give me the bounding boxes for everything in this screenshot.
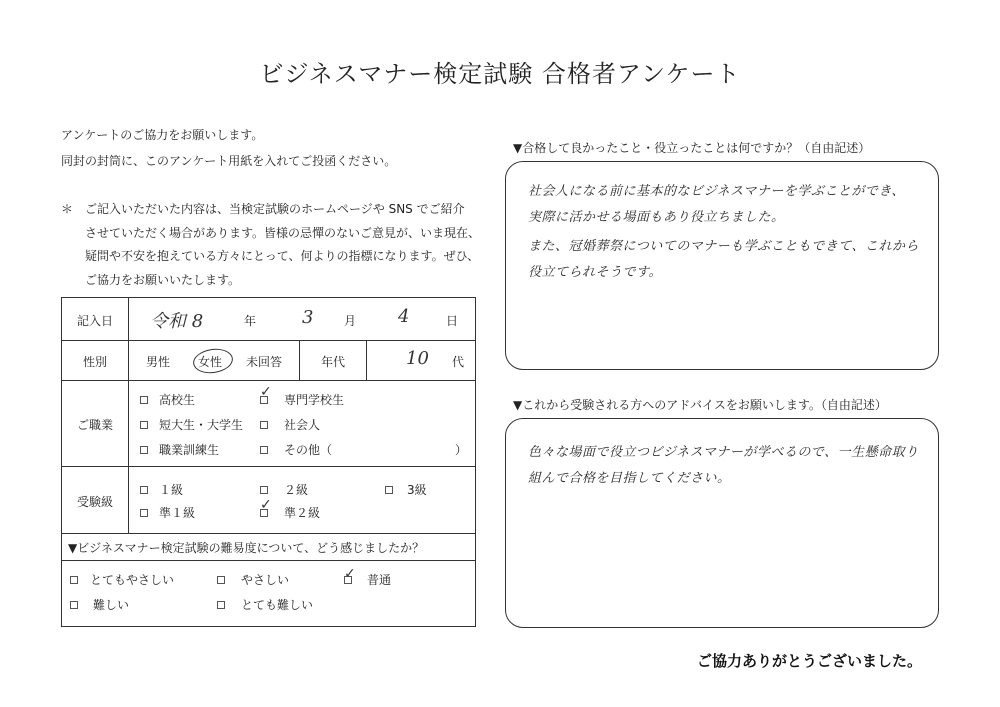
checkbox-grade-1[interactable]: [140, 486, 148, 494]
age-unit: 代: [452, 355, 465, 369]
q2-question: ▼これから受験される方へのアドバイスをお願いします。（自由記述）: [513, 398, 887, 412]
difficulty-option: 難しい: [93, 598, 130, 612]
q1-answer-line: 社会人になる前に基本的なビジネスマナーを学ぶことができ、: [528, 184, 905, 199]
occupation-option: 職業訓練生: [159, 443, 220, 457]
q2-answer-line: 色々な場面で役立つビジネスマナーが学べるので、一生懸命取り: [528, 445, 919, 460]
difficulty-option: とてもやさしい: [90, 573, 175, 587]
age-value[interactable]: 10: [406, 348, 429, 369]
survey-form-table: [61, 297, 476, 627]
divider: [62, 560, 475, 561]
checkbox-very-easy[interactable]: [70, 576, 78, 584]
grade-label: 受験級: [76, 495, 113, 509]
divider: [62, 466, 475, 467]
other-close-paren: ）: [455, 443, 468, 457]
q1-answer-line: 役立てられそうです。: [528, 265, 662, 280]
q2-answer-box[interactable]: [505, 418, 939, 628]
year-unit: 年: [244, 314, 257, 328]
check-mark-icon: ✓: [260, 384, 272, 400]
occupation-option: 高校生: [159, 393, 196, 407]
gender-label: 性別: [82, 355, 107, 369]
selection-circle-mark: [192, 346, 235, 375]
occupation-option-other: その他（: [284, 443, 333, 457]
grade-option: 準２級: [284, 506, 321, 520]
q2-answer-line: 組んで合格を目指してください。: [528, 471, 731, 486]
divider: [62, 533, 475, 534]
note-line: ご協力をお願いいたします。: [85, 272, 241, 287]
date-label: 記入日: [76, 314, 113, 328]
checkbox-difficult[interactable]: [70, 601, 78, 609]
occupation-option: 専門学校生: [284, 393, 345, 407]
check-mark-icon: ✓: [344, 566, 356, 582]
date-month-value[interactable]: 3: [302, 307, 314, 328]
difficulty-option: 普通: [367, 573, 392, 587]
divider: [128, 298, 129, 533]
checkbox-other[interactable]: [260, 446, 268, 454]
difficulty-option: やさしい: [241, 573, 290, 587]
occupation-option: 社会人: [284, 418, 321, 432]
checkbox-college[interactable]: [140, 421, 148, 429]
asterisk-marker: ＊: [61, 202, 74, 216]
thank-you-message: ご協力ありがとうございました。: [696, 652, 922, 670]
divider: [62, 380, 475, 381]
checkbox-high-school[interactable]: [140, 396, 148, 404]
check-mark-icon: ✓: [260, 497, 272, 513]
age-label: 年代: [321, 355, 346, 369]
grade-option: ２級: [284, 483, 309, 497]
checkbox-very-difficult[interactable]: [217, 601, 225, 609]
divider: [62, 340, 475, 341]
note-line: させていただく場合があります。皆様の忌憚のないご意見が、いま現在、: [85, 225, 481, 240]
note-line: 疑問や不安を抱えている方々にとって、何よりの指標になります。ぜひ、: [85, 249, 480, 263]
occupation-label: ご職業: [76, 418, 113, 432]
day-unit: 日: [446, 314, 459, 328]
divider: [366, 340, 367, 380]
note-line: ご記入いただいた内容は、当検定試験のホームページや SNS でご紹介: [85, 202, 465, 216]
q1-answer-line: 実際に活かせる場面もあり役立ちました。: [528, 210, 785, 225]
intro-line-1: アンケートのご協力をお願いします。: [61, 128, 264, 142]
grade-option: 準１級: [159, 506, 196, 520]
gender-option-male[interactable]: 男性: [146, 355, 171, 369]
difficulty-question: ▼ビジネスマナー検定試験の難易度について、どう感じましたか？: [68, 541, 425, 555]
difficulty-option: とても難しい: [241, 598, 314, 612]
page-title: ビジネスマナー検定試験 合格者アンケート: [259, 60, 741, 88]
q1-question: ▼合格して良かったこと・役立ったことは何ですか？（自由記述）: [513, 141, 871, 155]
q1-answer-box[interactable]: [505, 161, 939, 370]
checkbox-grade-3[interactable]: [385, 486, 393, 494]
checkbox-grade-pre-1[interactable]: [140, 509, 148, 517]
grade-option: １級: [159, 483, 184, 497]
date-era-year-value[interactable]: 令和 8: [150, 311, 204, 332]
divider: [299, 340, 300, 380]
checkbox-vocational-trainee[interactable]: [140, 446, 148, 454]
occupation-option: 短大生・大学生: [159, 418, 244, 432]
intro-line-2: 同封の封筒に、このアンケート用紙を入れてご投函ください。: [61, 154, 397, 168]
q1-answer-line: また、冠婚葬祭についてのマナーも学ぶこともできて、これから: [528, 239, 919, 254]
checkbox-working-adult[interactable]: [260, 421, 268, 429]
checkbox-grade-2[interactable]: [260, 486, 268, 494]
month-unit: 月: [344, 314, 357, 328]
date-day-value[interactable]: 4: [398, 306, 410, 327]
gender-option-no-answer[interactable]: 未回答: [246, 355, 283, 369]
checkbox-easy[interactable]: [217, 576, 225, 584]
gender-option-female[interactable]: 女性: [198, 355, 223, 369]
grade-option: 3級: [407, 483, 427, 497]
